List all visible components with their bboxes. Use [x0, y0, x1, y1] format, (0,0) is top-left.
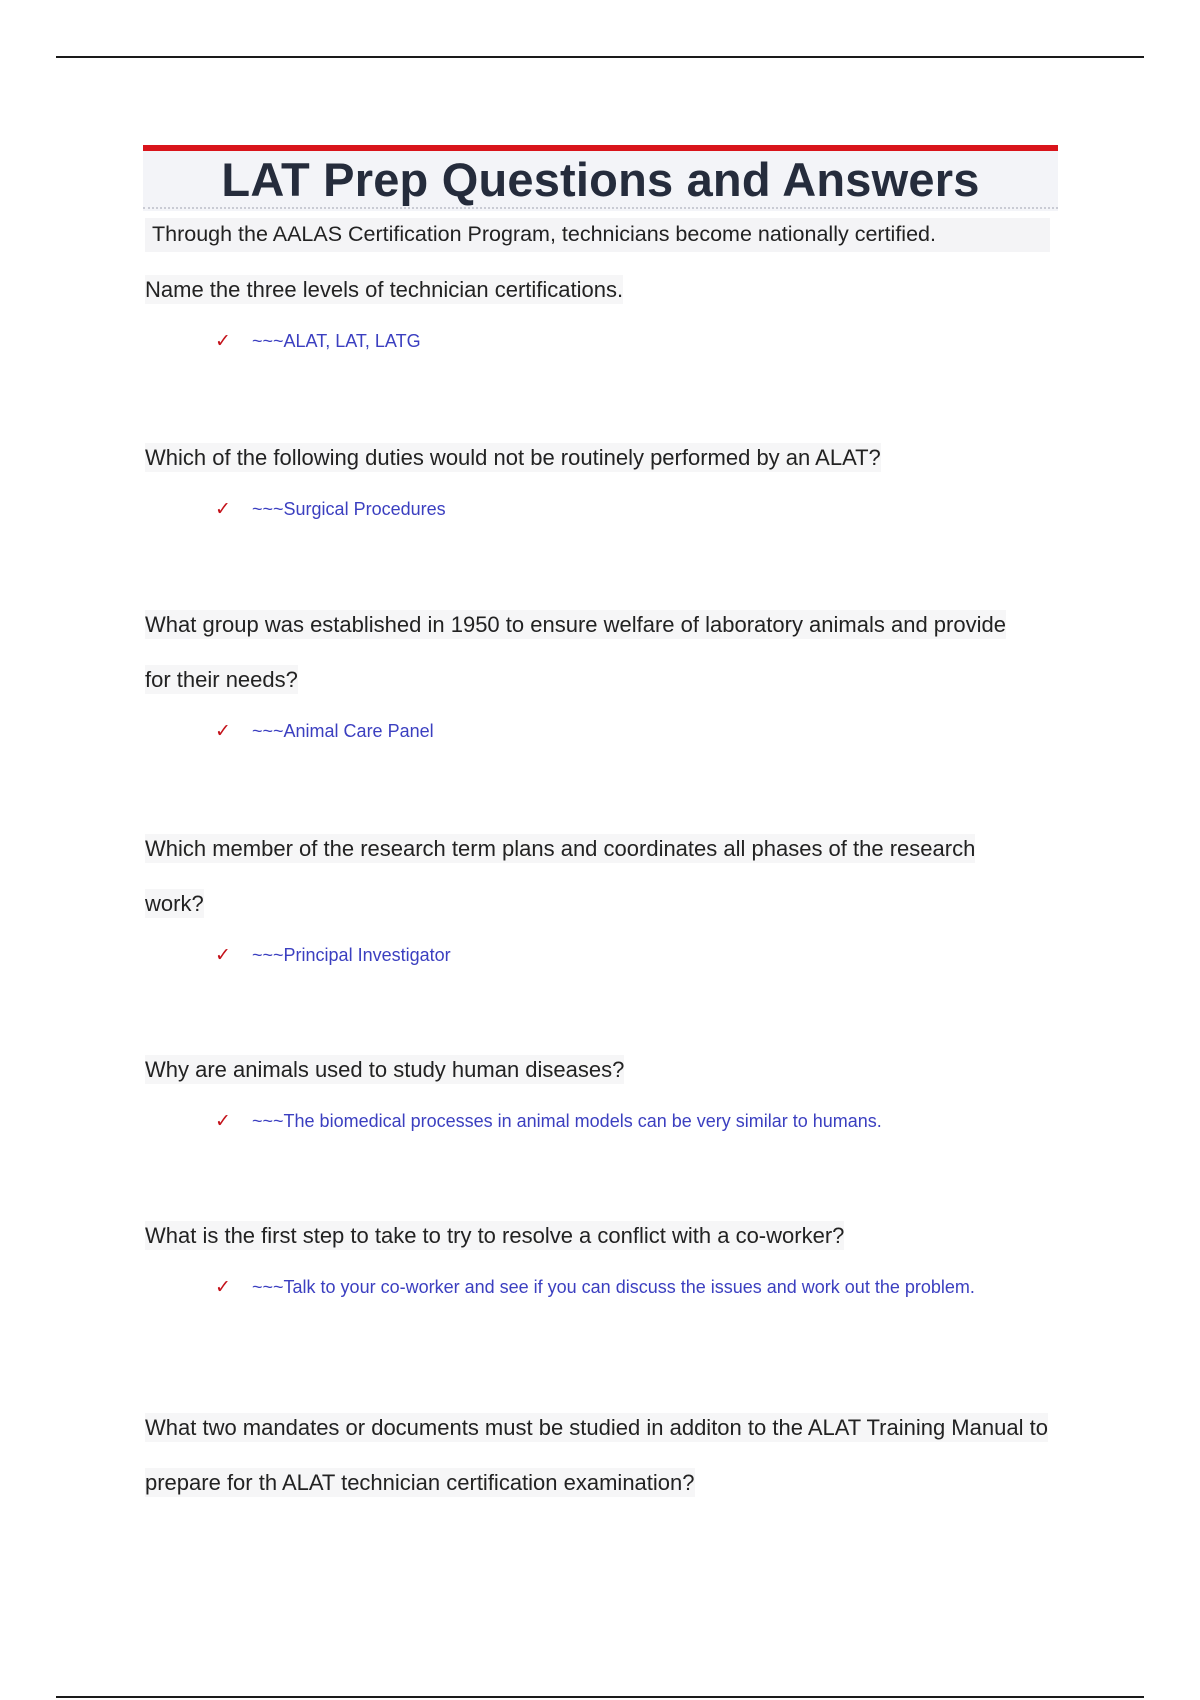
- answer-text: ~~~Surgical Procedures: [252, 499, 446, 519]
- answer-text: ~~~Talk to your co-worker and see if you can discuss the issues and work out the problem.: [252, 1277, 975, 1297]
- checkmark-icon: ✓: [215, 499, 231, 520]
- checkmark-icon: ✓: [215, 331, 231, 352]
- question-text: What is the first step to take to try to resolve a conflict with a co-worker?: [145, 1223, 845, 1248]
- checkmark-icon: ✓: [215, 721, 231, 742]
- title-banner: [143, 145, 1058, 211]
- answer-text: ~~~The biomedical processes in animal models can be very similar to humans.: [252, 1111, 882, 1131]
- page-title: LAT Prep Questions and Answers: [221, 153, 980, 206]
- question-text: What two mandates or documents must be studied in additon to the ALAT Training Manual to prepare for th ALAT technician certification examination?: [145, 1415, 1048, 1495]
- checkmark-icon: ✓: [215, 1277, 231, 1298]
- answer-row: [145, 943, 995, 968]
- checkmark-icon: ✓: [215, 1111, 231, 1132]
- answer-text: ~~~ALAT, LAT, LATG: [252, 331, 421, 351]
- qa-item: [145, 597, 1025, 744]
- header-rule: [56, 56, 1144, 58]
- answer-row: [145, 1275, 1045, 1300]
- subtitle: Through the AALAS Certification Program, technicians become nationally certified.: [145, 218, 1050, 252]
- question-text: Which of the following duties would not be routinely performed by an ALAT?: [145, 445, 881, 470]
- answer-row: [145, 719, 1025, 744]
- answer-text: ~~~Animal Care Panel: [252, 721, 434, 741]
- qa-item: [145, 1208, 1045, 1300]
- footer-rule: [56, 1696, 1144, 1698]
- answer-row: [145, 1109, 1045, 1134]
- question-text: Name the three levels of technician certifications.: [145, 277, 624, 302]
- qa-item: [145, 1400, 1050, 1510]
- answer-row: [145, 497, 1045, 522]
- question-text: What group was established in 1950 to ensure welfare of laboratory animals and provide for their needs?: [145, 612, 1006, 692]
- qa-item: [145, 821, 995, 968]
- qa-item: [145, 430, 1045, 522]
- checkmark-icon: ✓: [215, 945, 231, 966]
- question-text: Which member of the research term plans and coordinates all phases of the research work?: [145, 836, 976, 916]
- qa-item: [145, 1042, 1045, 1134]
- answer-text: ~~~Principal Investigator: [252, 945, 451, 965]
- qa-item: [145, 262, 1045, 354]
- question-text: Why are animals used to study human diseases?: [145, 1057, 625, 1082]
- answer-row: [145, 329, 1045, 354]
